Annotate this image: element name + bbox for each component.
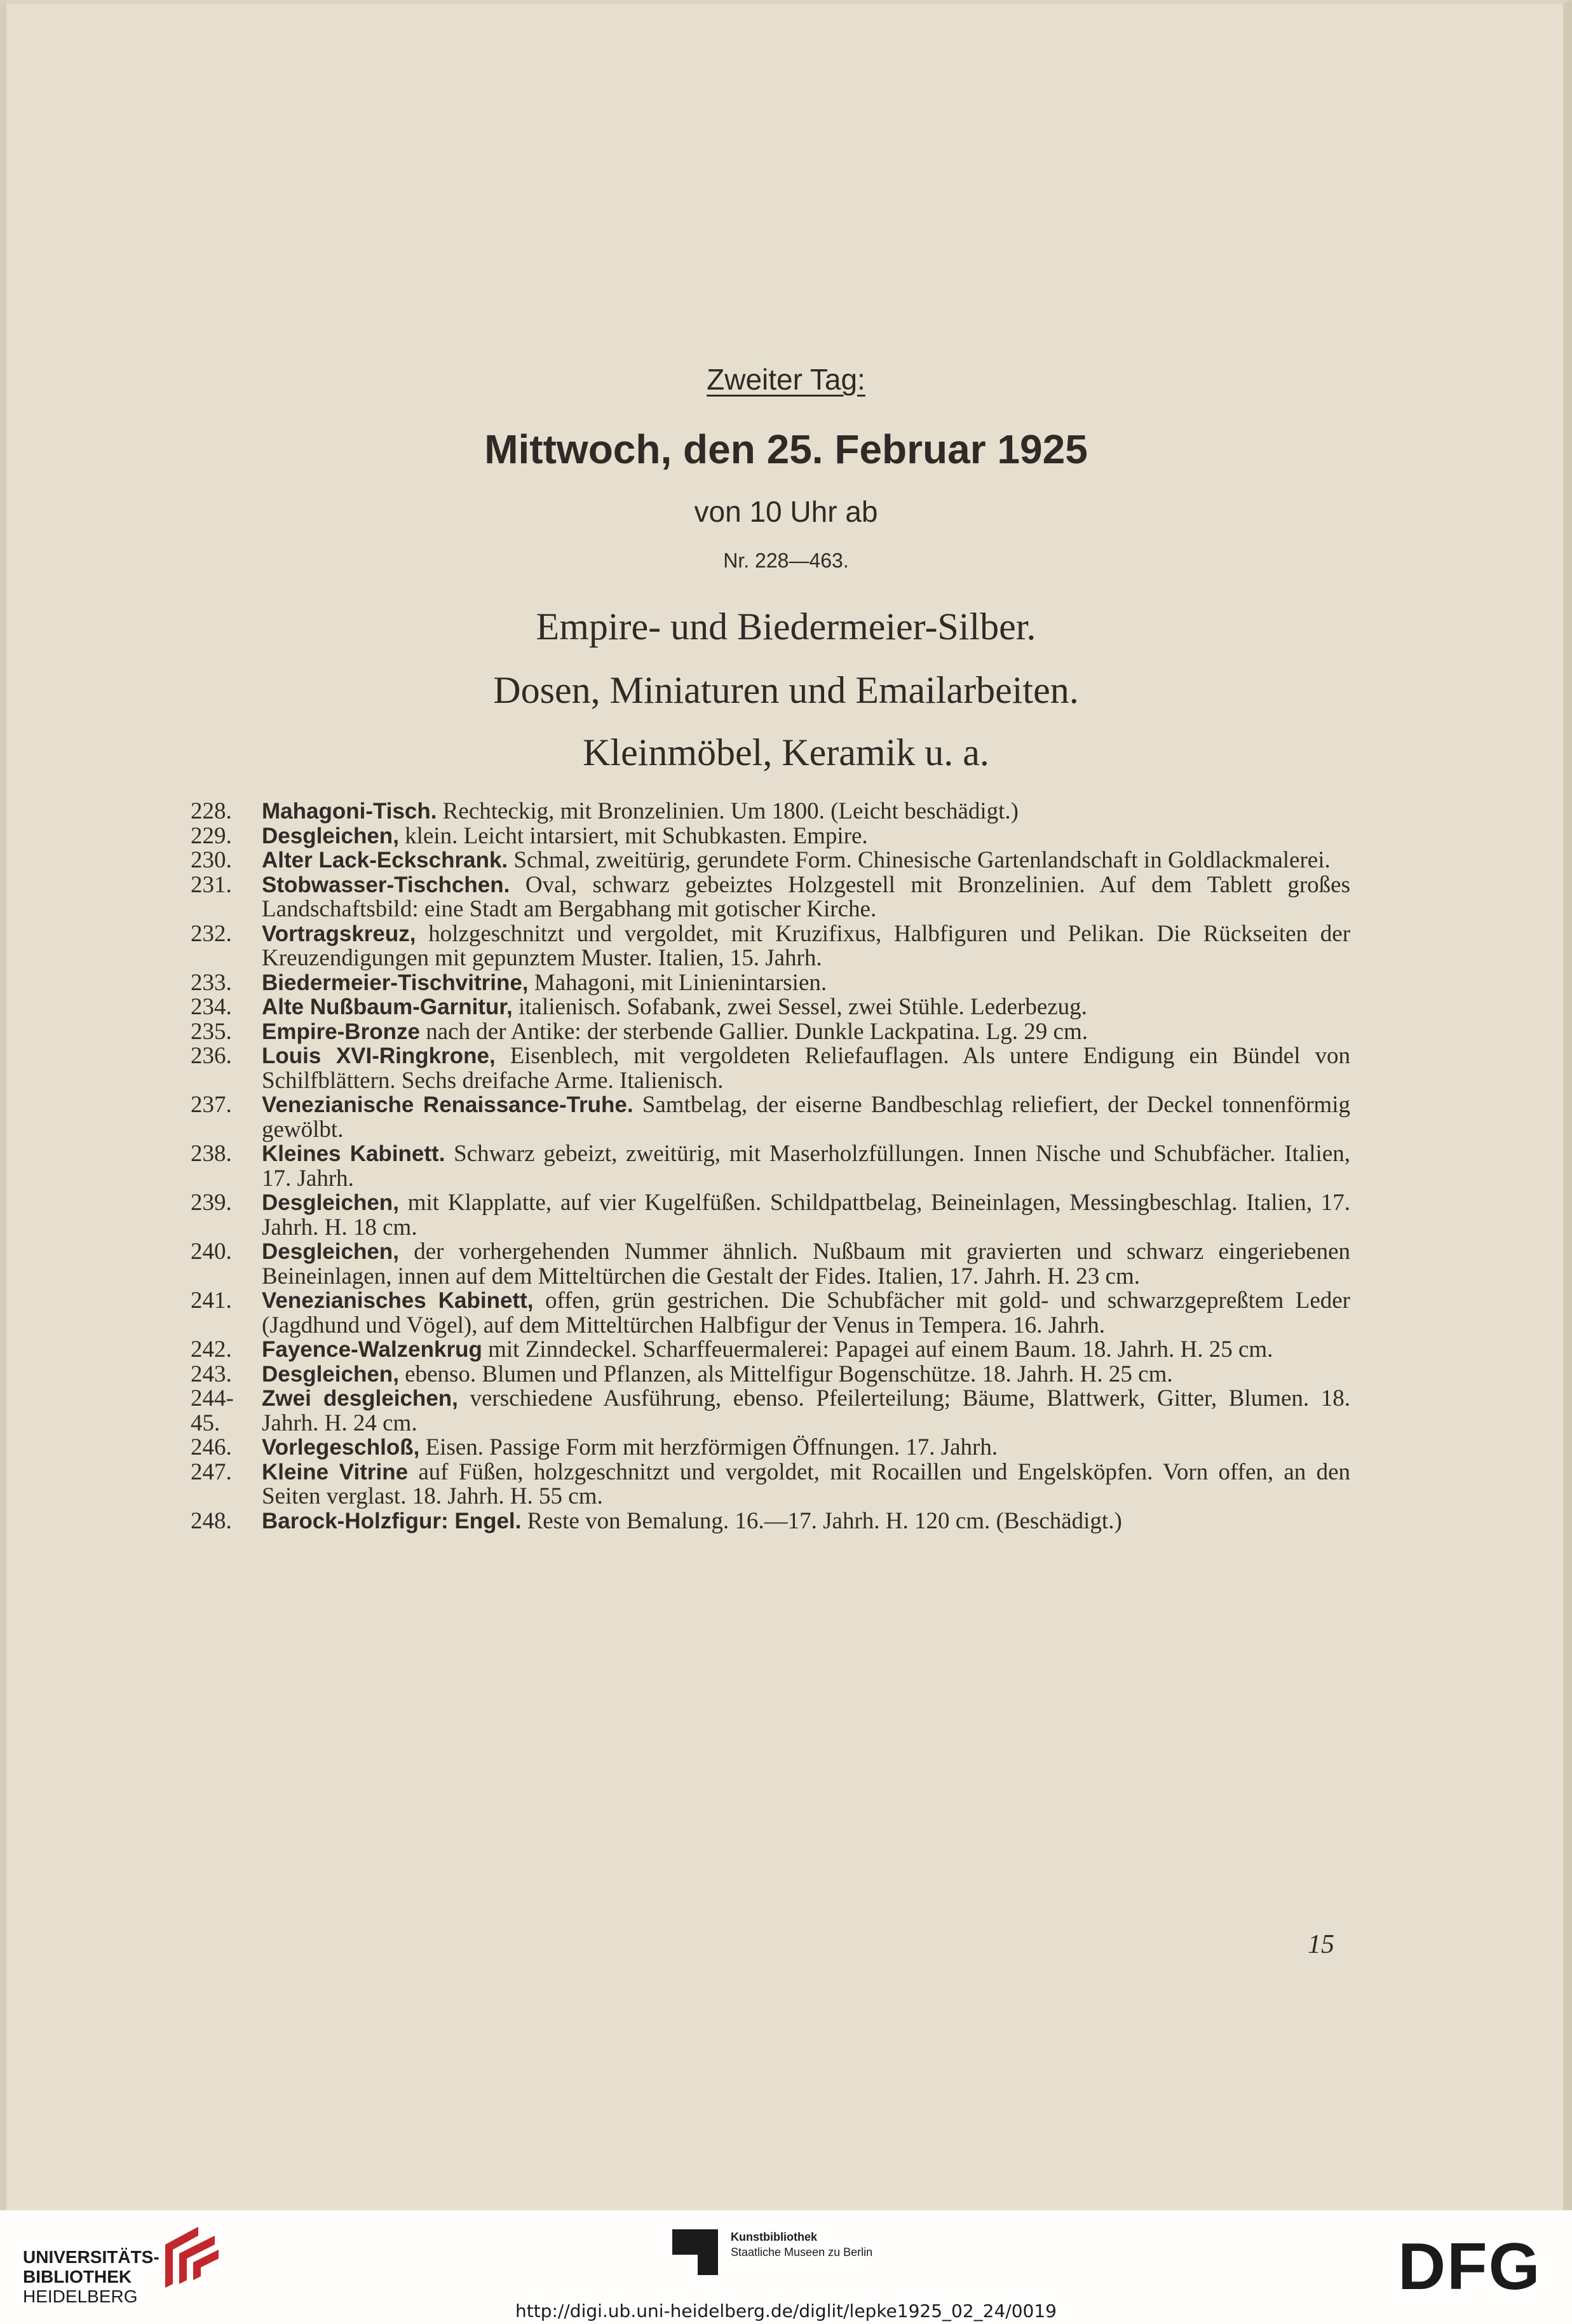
- lot-number: 244-45.: [191, 1385, 234, 1436]
- day-label: [0, 362, 1572, 397]
- uni-line-2: BIBLIOTHEK: [23, 2267, 132, 2287]
- lot-number: 228.: [191, 798, 232, 824]
- lot-text: Rechteckig, mit Bronzelinien. Um 1800. (Leicht beschädigt.): [442, 798, 1019, 824]
- lot-number: 240.: [191, 1239, 232, 1265]
- lot-text: ebenso. Blumen und Pflanzen, als Mittelfigur Bogenschütze. 18. Jahrh. H. 25 cm.: [405, 1361, 1173, 1387]
- lot-text: Samtbelag, der eiserne Bandbeschlag reliefiert, der Deckel tonnenförmig gewölbt.: [262, 1092, 1350, 1143]
- catalog-entry: [191, 824, 1350, 849]
- lot-name: Vortragskreuz,: [262, 921, 416, 946]
- catalog-entry: [191, 1044, 1350, 1093]
- lot-text: Schwarz gebeizt, zweitürig, mit Maserholzfüllungen. Innen Nische und Schubfächer. Italien, 17. Jahrh.: [262, 1141, 1351, 1192]
- lot-description: [262, 971, 1350, 996]
- catalog-entry: [191, 1509, 1350, 1534]
- lot-number: 232.: [191, 920, 232, 947]
- catalog-entry: [191, 1020, 1350, 1045]
- lot-name: Barock-Holzfigur: Engel.: [262, 1508, 522, 1533]
- section-title-boxes: Dosen, Miniaturen und Emailarbeiten.: [493, 669, 1079, 711]
- lot-description: [262, 1020, 1350, 1045]
- lot-number: 230.: [191, 847, 232, 873]
- uni-line-1: UNIVERSITÄTS-: [23, 2247, 159, 2267]
- lot-name: Kleine Vitrine: [262, 1459, 409, 1485]
- lot-description: [262, 1240, 1350, 1289]
- lot-name: Desgleichen,: [262, 1239, 399, 1264]
- lot-description: [262, 799, 1350, 824]
- lot-description: [262, 1191, 1350, 1240]
- lot-number: 242.: [191, 1336, 232, 1362]
- lot-name: Alter Lack-Eckschrank.: [262, 848, 508, 873]
- kunstbibliothek-logo-icon: [672, 2229, 718, 2275]
- day-label-text: Zweiter Tag:: [707, 363, 865, 396]
- lot-range: Nr. 228—463.: [723, 549, 849, 572]
- lot-description: [262, 1289, 1350, 1338]
- kb-line-2: Staatliche Museen zu Berlin: [731, 2246, 873, 2259]
- lot-name: Kleines Kabinett.: [262, 1141, 445, 1166]
- lot-number: 241.: [191, 1288, 232, 1314]
- lot-description: [262, 873, 1350, 922]
- time-line: von 10 Uhr ab: [694, 495, 878, 528]
- catalog-entry: [191, 1436, 1350, 1460]
- lot-number: 231.: [191, 871, 232, 898]
- lot-name: Biedermeier-Tischvitrine,: [262, 970, 529, 995]
- lot-description: [262, 1044, 1350, 1093]
- lot-text: nach der Antike: der sterbende Gallier. Dunkle Lackpatina. Lg. 29 cm.: [426, 1018, 1088, 1045]
- lot-number: 229.: [191, 822, 232, 849]
- lot-description: [262, 1093, 1350, 1142]
- catalog-entry: [191, 995, 1350, 1020]
- lot-number: 247.: [191, 1458, 232, 1485]
- lot-name: Vorlegeschloß,: [262, 1435, 420, 1460]
- lot-name: Empire-Bronze: [262, 1019, 420, 1044]
- catalog-entry: [191, 922, 1350, 971]
- lot-number: 237.: [191, 1092, 232, 1118]
- lot-number: 234.: [191, 994, 232, 1020]
- kb-line-1: Kunstbibliothek: [731, 2231, 817, 2243]
- lot-text: Schmal, zweitürig, gerundete Form. Chinesische Gartenlandschaft in Goldlackmalerei.: [513, 847, 1331, 873]
- page-number: 15: [1308, 1930, 1334, 1959]
- lot-description: [262, 824, 1350, 849]
- lot-number: 233.: [191, 969, 232, 996]
- lot-text: mit Klapplatte, auf vier Kugelfüßen. Schildpattbelag, Beineinlagen, Messingbeschlag. Italien, 17. Jahrh. H. 18 cm.: [262, 1190, 1351, 1240]
- catalog-entry: [191, 1362, 1350, 1387]
- lot-description: [262, 848, 1350, 873]
- section-title-furniture: Kleinmöbel, Keramik u. a.: [583, 731, 989, 773]
- lot-text: holzgeschnitzt und vergoldet, mit Kruzifixus, Halbfiguren und Pelikan. Die Rückseiten der Kreuzendigungen mit gepunztem Muster. Italien, 15. Jahrh.: [262, 920, 1351, 971]
- lot-text: auf Füßen, holzgeschnitzt und vergoldet, mit Rocaillen und Engelsköpfen. Vorn offen, an den Seiten verglast. 18. Jahrh. H. 55 cm.: [262, 1458, 1350, 1509]
- lot-text: Reste von Bemalung. 16.—17. Jahrh. H. 120 cm. (Beschädigt.): [527, 1507, 1122, 1534]
- lot-description: [262, 922, 1350, 971]
- uni-line-3: HEIDELBERG: [23, 2287, 138, 2306]
- lot-text: verschiedene Ausführung, ebenso. Pfeilerteilung; Bäume, Blattwerk, Gitter, Blumen. 18. Jahrh. H. 24 cm.: [262, 1385, 1350, 1436]
- lot-description: [262, 1338, 1350, 1362]
- catalog-entry: [191, 848, 1350, 873]
- lot-name: Mahagoni-Tisch.: [262, 799, 437, 824]
- section-title-silver: Empire- und Biedermeier-Silber.: [536, 606, 1036, 648]
- lot-name: Louis XVI-Ringkrone,: [262, 1043, 496, 1068]
- lot-number: 243.: [191, 1361, 232, 1387]
- catalog-entry: [191, 1093, 1350, 1142]
- catalog-entry: [191, 873, 1350, 922]
- lot-name: Fayence-Walzenkrug: [262, 1337, 482, 1362]
- university-library-name: [23, 2247, 159, 2306]
- lot-description: [262, 1436, 1350, 1460]
- lot-text: mit Zinndeckel. Scharffeuermalerei: Papagei auf einem Baum. 18. Jahrh. H. 25 cm.: [488, 1336, 1273, 1362]
- lot-text: der vorhergehenden Nummer ähnlich. Nußbaum mit gravierten und schwarz eingeriebenen Beineinlagen, innen auf dem Mitteltürchen die Gestalt der Fides. Italien, 17. Jahrh. H. 23 cm.: [262, 1239, 1350, 1289]
- lot-number: 248.: [191, 1507, 232, 1534]
- lot-name: Alte Nußbaum-Garnitur,: [262, 995, 513, 1019]
- lot-name: Venezianisches Kabinett,: [262, 1288, 534, 1313]
- lot-number: 236.: [191, 1043, 232, 1069]
- lot-description: [262, 1509, 1350, 1534]
- lot-description: [262, 1362, 1350, 1387]
- catalog-entry: [191, 1191, 1350, 1240]
- kunstbibliothek-name: [731, 2229, 872, 2260]
- catalog-entry: [191, 1142, 1350, 1191]
- catalog-entry: [191, 1460, 1350, 1509]
- dfg-logo: DFG: [1398, 2230, 1542, 2304]
- lot-number: 235.: [191, 1018, 232, 1045]
- lot-description: [262, 1387, 1350, 1436]
- lot-name: Desgleichen,: [262, 1361, 399, 1387]
- catalog-entries: [191, 799, 1350, 1533]
- catalog-entry: [191, 971, 1350, 996]
- lot-text: klein. Leicht intarsiert, mit Schubkasten. Empire.: [405, 822, 868, 849]
- date-line: Mittwoch, den 25. Februar 1925: [484, 426, 1088, 472]
- catalog-entry: [191, 799, 1350, 824]
- permalink-url[interactable]: http://digi.ub.uni-heidelberg.de/diglit/lepke1925_02_24/0019: [515, 2300, 1057, 2321]
- lot-name: Zwei desgleichen,: [262, 1386, 458, 1411]
- lot-text: Oval, schwarz gebeiztes Holzgestell mit Bronzelinien. Auf dem Tablett großes Landschaftsbild: eine Stadt am Bergabhang mit gotischer Kirche.: [262, 871, 1351, 922]
- lot-text: Eisen. Passige Form mit herzförmigen Öffnungen. 17. Jahrh.: [425, 1434, 998, 1460]
- lot-text: Eisenblech, mit vergoldeten Reliefauflagen. Als untere Endigung ein Bündel von Schilfblättern. Sechs dreifache Arme. Italienisch.: [262, 1043, 1351, 1094]
- lot-name: Desgleichen,: [262, 823, 399, 848]
- lot-number: 239.: [191, 1190, 232, 1216]
- catalog-entry: [191, 1289, 1350, 1338]
- lot-text: Mahagoni, mit Linienintarsien.: [534, 969, 827, 996]
- lot-number: 246.: [191, 1434, 232, 1460]
- catalog-entry: [191, 1240, 1350, 1289]
- university-logo-icon: [160, 2223, 221, 2289]
- lot-text: offen, grün gestrichen. Die Schubfächer mit gold- und schwarzgepreßtem Leder (Jagdhund und Vögel), auf dem Mitteltürchen Halbfigur der Venus in Tempera. 16. Jahrh.: [262, 1288, 1350, 1338]
- catalog-entry: [191, 1387, 1350, 1436]
- lot-description: [262, 1142, 1350, 1191]
- lot-name: Venezianische Renaissance-Truhe.: [262, 1092, 634, 1117]
- catalog-entry: [191, 1338, 1350, 1362]
- lot-number: 238.: [191, 1141, 232, 1167]
- lot-name: Desgleichen,: [262, 1190, 399, 1215]
- lot-description: [262, 995, 1350, 1020]
- lot-description: [262, 1460, 1350, 1509]
- lot-text: italienisch. Sofabank, zwei Sessel, zwei Stühle. Lederbezug.: [518, 994, 1087, 1020]
- lot-name: Stobwasser-Tischchen.: [262, 872, 510, 897]
